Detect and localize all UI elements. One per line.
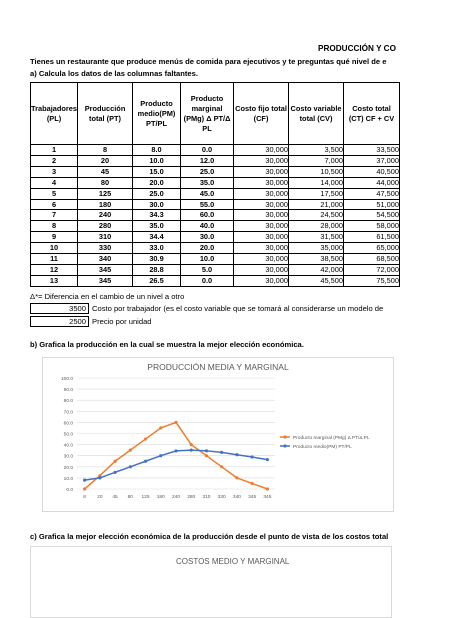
data-point: [235, 476, 238, 479]
table-cell[interactable]: 30,000: [234, 254, 289, 265]
x-tick-label: 280: [187, 495, 196, 500]
table-row: [31, 177, 400, 188]
table-cell[interactable]: 17,500: [289, 188, 344, 199]
table-cell[interactable]: 30.0: [181, 232, 234, 243]
table-cell[interactable]: 5: [31, 188, 78, 199]
x-tick-label: 240: [171, 495, 181, 500]
table-cell[interactable]: 3: [31, 166, 78, 177]
y-tick-label: 20.0: [63, 465, 73, 471]
question-c: c) Grafica la mejor elección económica de la producción desde el punto de vista de los costos total: [30, 532, 389, 541]
cost-per-worker-cell[interactable]: 3500: [30, 303, 89, 314]
data-point: [251, 455, 254, 458]
table-cell[interactable]: 310: [78, 232, 133, 243]
table-cell[interactable]: 1: [31, 145, 78, 156]
table-cell[interactable]: 60.0: [181, 210, 234, 221]
table-cell[interactable]: 280: [78, 221, 133, 232]
table-cell[interactable]: 61,500: [344, 232, 400, 243]
table-cell[interactable]: 0.0: [181, 275, 234, 286]
y-tick-label: 60.0: [63, 421, 73, 427]
legend-marker: [283, 444, 286, 447]
table-cell[interactable]: 0.0: [181, 145, 234, 156]
table-cell[interactable]: 28,000: [289, 221, 344, 232]
table-cell[interactable]: 30,000: [234, 166, 289, 177]
table-row: [31, 264, 400, 275]
chart-costos[interactable]: [30, 546, 392, 618]
data-point: [235, 453, 238, 456]
data-point: [266, 458, 269, 461]
table-cell[interactable]: 40.0: [181, 221, 234, 232]
table-cell[interactable]: 345: [78, 275, 133, 286]
table-cell[interactable]: 180: [78, 199, 133, 210]
data-point: [159, 454, 162, 457]
data-point: [113, 471, 116, 474]
table-cell[interactable]: 25.0: [133, 188, 181, 199]
data-point: [144, 460, 147, 463]
unit-price-label: Precio por unidad: [92, 317, 152, 326]
table-cell[interactable]: 72,000: [344, 264, 400, 275]
x-tick-label: 180: [156, 495, 165, 500]
x-tick-label: 345: [248, 495, 257, 500]
table-cell[interactable]: 30,000: [234, 145, 289, 156]
data-point: [83, 479, 86, 482]
table-cell[interactable]: 30.0: [133, 199, 181, 210]
table-cell[interactable]: 35.0: [133, 221, 181, 232]
data-point: [190, 443, 193, 446]
table-cell[interactable]: 45,500: [289, 275, 344, 286]
legend-marker: [283, 435, 286, 438]
table-cell[interactable]: 9: [31, 232, 78, 243]
table-cell[interactable]: 44,000: [344, 177, 400, 188]
table-cell[interactable]: 34.4: [133, 232, 181, 243]
table-cell[interactable]: 240: [78, 210, 133, 221]
legend-label: Producto medio(PM) PT/PL: [293, 445, 352, 450]
table-cell[interactable]: 24,500: [289, 210, 344, 221]
table-cell[interactable]: 38,500: [289, 254, 344, 265]
table-row: [31, 275, 400, 286]
data-point: [205, 449, 208, 452]
table-cell[interactable]: 14,000: [289, 177, 344, 188]
table-cell[interactable]: 10: [31, 243, 78, 254]
table-cell[interactable]: 47,500: [344, 188, 400, 199]
table-cell[interactable]: 30,000: [234, 264, 289, 275]
y-tick-label: 10.0: [63, 476, 73, 482]
table-cell[interactable]: 21,000: [289, 199, 344, 210]
delta-note: Δ*= Diferencia en el cambio de un nivel a otro: [30, 292, 185, 301]
table-row: [31, 254, 400, 265]
data-point: [266, 487, 269, 490]
table-cell[interactable]: 45.0: [181, 188, 234, 199]
table-row: [31, 210, 400, 221]
table-row: [31, 145, 400, 156]
table-cell[interactable]: 15.0: [133, 166, 181, 177]
question-a: a) Calcula los datos de las columnas faltantes.: [30, 69, 198, 78]
table-row: [31, 155, 400, 166]
intro-text: Tienes un restaurante que produce menús de comida para ejecutivos y te preguntas qué nivel de e: [30, 57, 387, 66]
table-cell[interactable]: 35,000: [289, 243, 344, 254]
y-tick-label: 30.0: [63, 454, 73, 460]
x-tick-label: 20: [97, 495, 103, 500]
table-cell[interactable]: 2: [31, 155, 78, 166]
table-row: [31, 221, 400, 232]
x-tick-label: 340: [232, 495, 241, 500]
data-point: [174, 421, 177, 424]
data-point: [220, 451, 223, 454]
table-cell[interactable]: 12: [31, 264, 78, 275]
table-cell[interactable]: 10.0: [181, 254, 234, 265]
data-point: [190, 449, 193, 452]
table-cell[interactable]: 35.0: [181, 177, 234, 188]
data-point: [174, 449, 177, 452]
table-cell[interactable]: 33.0: [133, 243, 181, 254]
table-cell[interactable]: 345: [78, 264, 133, 275]
chart-produccion[interactable]: [42, 357, 394, 512]
data-point: [144, 437, 147, 440]
table-row: [31, 199, 400, 210]
data-point: [129, 449, 132, 452]
table-row: [31, 243, 400, 254]
table-cell[interactable]: 37,000: [344, 155, 400, 166]
table-cell[interactable]: 40,500: [344, 166, 400, 177]
table-cell[interactable]: 30,000: [234, 210, 289, 221]
table-cell[interactable]: 12.0: [181, 155, 234, 166]
table-cell[interactable]: 10.0: [133, 155, 181, 166]
table-cell[interactable]: 31,500: [289, 232, 344, 243]
y-tick-label: 90.0: [63, 388, 73, 394]
table-cell[interactable]: 7: [31, 210, 78, 221]
table-cell[interactable]: 25.0: [181, 166, 234, 177]
data-point: [129, 465, 132, 468]
table-cell[interactable]: 11: [31, 254, 78, 265]
table-cell[interactable]: 20.0: [133, 177, 181, 188]
table-cell[interactable]: 6: [31, 199, 78, 210]
table-cell[interactable]: 75,500: [344, 275, 400, 286]
unit-price-cell[interactable]: 2500: [30, 316, 89, 327]
table-cell[interactable]: 30,000: [234, 275, 289, 286]
header-costo-fijo: Costo fijo total (CF): [234, 83, 289, 145]
table-cell[interactable]: 30,000: [234, 199, 289, 210]
table-row: [31, 166, 400, 177]
table-cell[interactable]: 10,500: [289, 166, 344, 177]
table-cell[interactable]: 125: [78, 188, 133, 199]
table-row: [31, 232, 400, 243]
table-cell[interactable]: 8: [78, 145, 133, 156]
header-costo-total: Costo total (CT) CF + CV: [344, 83, 400, 145]
data-point: [83, 487, 86, 490]
table-header-row: [31, 83, 400, 145]
production-table: [30, 82, 400, 287]
data-point: [159, 426, 162, 429]
table-cell[interactable]: 8: [31, 221, 78, 232]
x-tick-label: 125: [141, 495, 150, 500]
chart-title: PRODUCCIÓN MEDIA Y MARGINAL: [147, 362, 289, 372]
y-tick-label: 40.0: [63, 443, 73, 449]
x-tick-label: 80: [127, 495, 133, 500]
x-tick-label: 8: [83, 495, 86, 500]
table-cell[interactable]: 42,000: [289, 264, 344, 275]
data-point: [205, 454, 208, 457]
table-cell[interactable]: 20: [78, 155, 133, 166]
table-cell[interactable]: 30,000: [234, 243, 289, 254]
y-tick-label: 50.0: [63, 432, 73, 438]
table-cell[interactable]: 26.5: [133, 275, 181, 286]
table-cell[interactable]: 30,000: [234, 221, 289, 232]
table-cell[interactable]: 45: [78, 166, 133, 177]
table-cell[interactable]: 55.0: [181, 199, 234, 210]
header-produccion-total: Producción total (PT): [78, 83, 133, 145]
table-cell[interactable]: 3,500: [289, 145, 344, 156]
table-cell[interactable]: 30,000: [234, 232, 289, 243]
question-b: b) Grafica la producción en la cual se muestra la mejor elección económica.: [30, 340, 304, 349]
table-cell[interactable]: 58,000: [344, 221, 400, 232]
data-point: [220, 465, 223, 468]
table-cell[interactable]: 340: [78, 254, 133, 265]
cost-per-worker-label: Costo por trabajador (es el costo variable que se tomará al considerarse un modelo de: [92, 304, 384, 313]
y-tick-label: 70.0: [63, 410, 73, 416]
x-tick-label: 310: [202, 495, 211, 500]
table-cell[interactable]: 34.3: [133, 210, 181, 221]
y-tick-label: 0.0: [66, 488, 73, 493]
table-cell[interactable]: 51,000: [344, 199, 400, 210]
y-tick-label: 100.0: [60, 377, 73, 382]
x-tick-label: 330: [217, 495, 226, 500]
table-cell[interactable]: 54,500: [344, 210, 400, 221]
table-cell[interactable]: 80: [78, 177, 133, 188]
chart-costos-title: COSTOS MEDIO Y MARGINAL: [176, 557, 290, 566]
table-cell[interactable]: 33,500: [344, 145, 400, 156]
header-costo-variable: Costo variable total (CV): [289, 83, 344, 145]
table-cell[interactable]: 28.8: [133, 264, 181, 275]
data-point: [98, 476, 101, 479]
table-cell[interactable]: 65,000: [344, 243, 400, 254]
table-cell[interactable]: 7,000: [289, 155, 344, 166]
table-cell[interactable]: 30,000: [234, 155, 289, 166]
legend-label: Producto marginal (PMg) Δ PT/Δ PL: [293, 436, 370, 441]
table-row: [31, 188, 400, 199]
table-cell[interactable]: 20.0: [181, 243, 234, 254]
table-cell[interactable]: 8.0: [133, 145, 181, 156]
data-point: [251, 482, 254, 485]
table-cell[interactable]: 30,000: [234, 188, 289, 199]
table-cell[interactable]: 30,000: [234, 177, 289, 188]
x-tick-label: 45: [112, 495, 118, 500]
y-tick-label: 80.0: [63, 399, 73, 405]
table-cell[interactable]: 68,500: [344, 254, 400, 265]
production-chart-svg: [43, 358, 393, 511]
page-title: PRODUCCIÓN Y CO: [318, 44, 396, 53]
header-producto-medio: Producto medio(PM) PT/PL: [133, 83, 181, 145]
table-cell[interactable]: 30.9: [133, 254, 181, 265]
table-cell[interactable]: 4: [31, 177, 78, 188]
header-trabajadores: Trabajadores (PL): [31, 83, 78, 145]
data-point: [113, 460, 116, 463]
header-producto-marginal: Producto marginal (PMg) Δ PT/Δ PL: [181, 83, 234, 145]
table-cell[interactable]: 13: [31, 275, 78, 286]
table-cell[interactable]: 330: [78, 243, 133, 254]
x-tick-label: 345: [263, 495, 272, 500]
table-cell[interactable]: 5.0: [181, 264, 234, 275]
